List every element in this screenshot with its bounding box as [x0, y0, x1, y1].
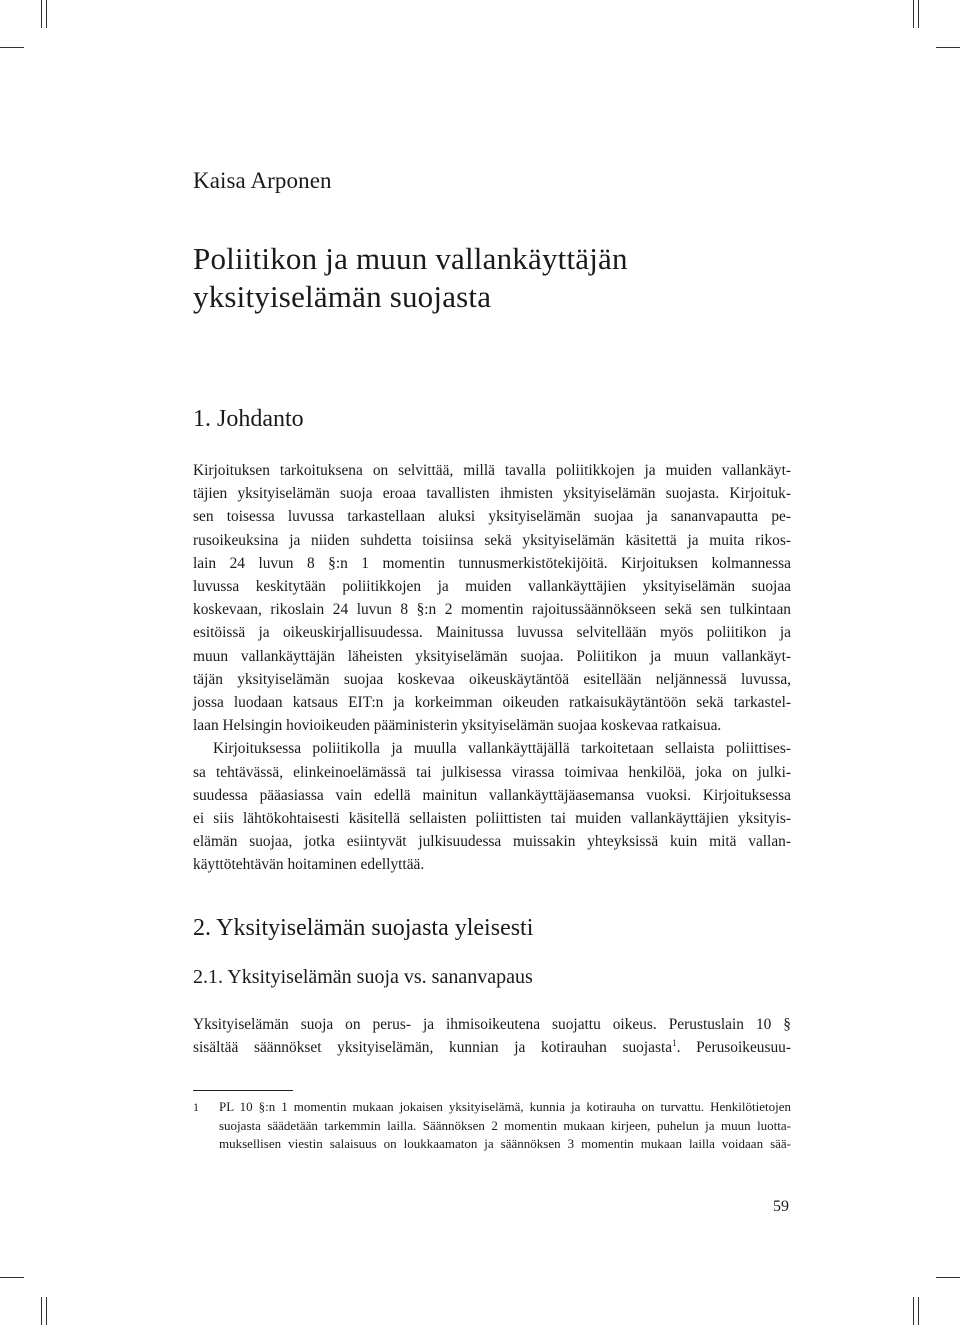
text-line: elämän suojaa, jotka esiintyvät julkisuudessa muissakin yhteyksissä kuin mitä vallan-	[193, 833, 791, 851]
crop-mark	[918, 1297, 919, 1325]
article-title	[193, 240, 628, 316]
section-heading: 2. Yksityiselämän suojasta yleisesti	[193, 915, 534, 941]
crop-mark	[936, 1277, 960, 1278]
text-line: muun vallankäyttäjän läheisten yksityiselämän suojaa. Poliitikon ja muun vallankäyt-	[193, 647, 791, 665]
title-line: yksityiselämän suojasta	[193, 279, 492, 314]
text-segment: sisältää säännökset yksityiselämän, kunnian ja kotirauhan suojasta	[193, 1039, 673, 1057]
crop-mark	[46, 0, 47, 28]
text-line: laan Helsingin hovioikeuden pääministerin yksityiselämän suojaa koskevaa ratkaisua.	[193, 717, 722, 735]
footnote-number: 1	[193, 1100, 199, 1114]
text-segment: . Perusoikeusuu-	[676, 1039, 791, 1057]
text-line: koskevaan, rikoslain 24 luvun 8 §:n 2 momentin rajoitussäännökseen sekä sen tulkintaan	[193, 601, 791, 619]
title-line: Poliitikon ja muun vallankäyttäjän	[193, 241, 628, 276]
crop-mark	[41, 1297, 42, 1325]
footnote	[193, 1098, 791, 1154]
text-line: jossa luodaan katsaus EIT:n ja korkeimman oikeuden ratkaisukäytäntöön sekä tarkastel-	[193, 694, 791, 712]
text-line: täjän yksityiselämän suojaa koskevaa oikeuskäytäntöä esitellään neljännessä luvussa,	[193, 670, 791, 688]
subsection-heading: 2.1. Yksityiselämän suoja vs. sananvapaus	[193, 966, 533, 988]
text-line: lain 24 luvun 8 §:n 1 momentin tunnusmerkistötekijöitä. Kirjoituksen kolmannessa	[193, 554, 791, 572]
crop-mark	[918, 0, 919, 28]
footnote-line: muksellisen viestin salaisuus on loukkaamaton ja säännöksen 3 momentin mukaan lailla voidaan sää-	[219, 1136, 791, 1151]
text-line: Yksityiselämän suoja on perus- ja ihmisoikeutena suojattu oikeus. Perustuslain 10 §	[193, 1016, 791, 1033]
text-line: suudessa pääasiassa vain edellä mainitun vallankäyttäjäasemansa vuoksi. Kirjoituksessa	[193, 786, 791, 804]
text-line	[193, 1036, 791, 1059]
section-heading: 1. Johdanto	[193, 406, 304, 432]
text-line: esitöissä ja oikeuskirjallisuudessa. Mainitussa luvussa selvitellään myös poliitikon ja	[193, 624, 791, 642]
text-line: sen toisessa luvussa tarkastellaan aluksi yksityiselämän suojaa ja sananvapautta pe-	[193, 508, 791, 526]
intro-paragraph	[193, 459, 791, 877]
crop-mark	[0, 47, 24, 48]
text-line: rusoikeuksina ja niiden suhdetta toisiinsa sekä yksityiselämän käsitettä ja muita rikos-	[193, 531, 791, 549]
author-name: Kaisa Arponen	[193, 168, 332, 193]
crop-mark	[0, 1277, 24, 1278]
crop-mark	[913, 0, 914, 28]
footnote-rule	[193, 1090, 293, 1091]
body-paragraph	[193, 1013, 791, 1059]
text-line: ei siis lähtökohtaisesti käsitellä sellaisten poliittisten tai muiden vallankäyttäjien yksityis-	[193, 810, 791, 828]
footnote-ref[interactable]: 1	[672, 1038, 677, 1049]
text-line: Kirjoituksen tarkoituksena on selvittää, millä tavalla poliitikkojen ja muiden vallankäyt-	[193, 462, 791, 479]
crop-mark	[46, 1297, 47, 1325]
footnote-line: suojasta säädetään tarkemmin lailla. Säännöksen 2 momentin mukaan kirjeen, puhelun ja muun luotta-	[219, 1117, 791, 1133]
crop-mark	[41, 0, 42, 28]
page-number: 59	[773, 1198, 789, 1215]
text-line: käyttötehtävän hoitaminen edellyttää.	[193, 856, 425, 874]
crop-mark	[936, 47, 960, 48]
crop-mark	[913, 1297, 914, 1325]
text-line: sa tehtävässä, elinkeinoelämässä tai julkisessa virassa toimivaa henkilöä, joka on julki-	[193, 763, 791, 781]
text-line: luvussa keskitytään poliitikkojen ja muiden vallankäyttäjien yksityiselämän suojaa	[193, 578, 791, 596]
footnote-line: PL 10 §:n 1 momentin mukaan jokaisen yksityiselämä, kunnia ja kotirauha on turvattu. Henkilötietojen	[219, 1099, 791, 1114]
text-line: Kirjoituksessa poliitikolla ja muulla vallankäyttäjällä tarkoitetaan sellaista poliittises-	[213, 740, 791, 758]
footnote-body	[219, 1098, 791, 1154]
text-line: täjien yksityiselämän suoja eroaa tavallisten ihmisten yksityiselämän suojasta. Kirjoituk-	[193, 485, 791, 503]
